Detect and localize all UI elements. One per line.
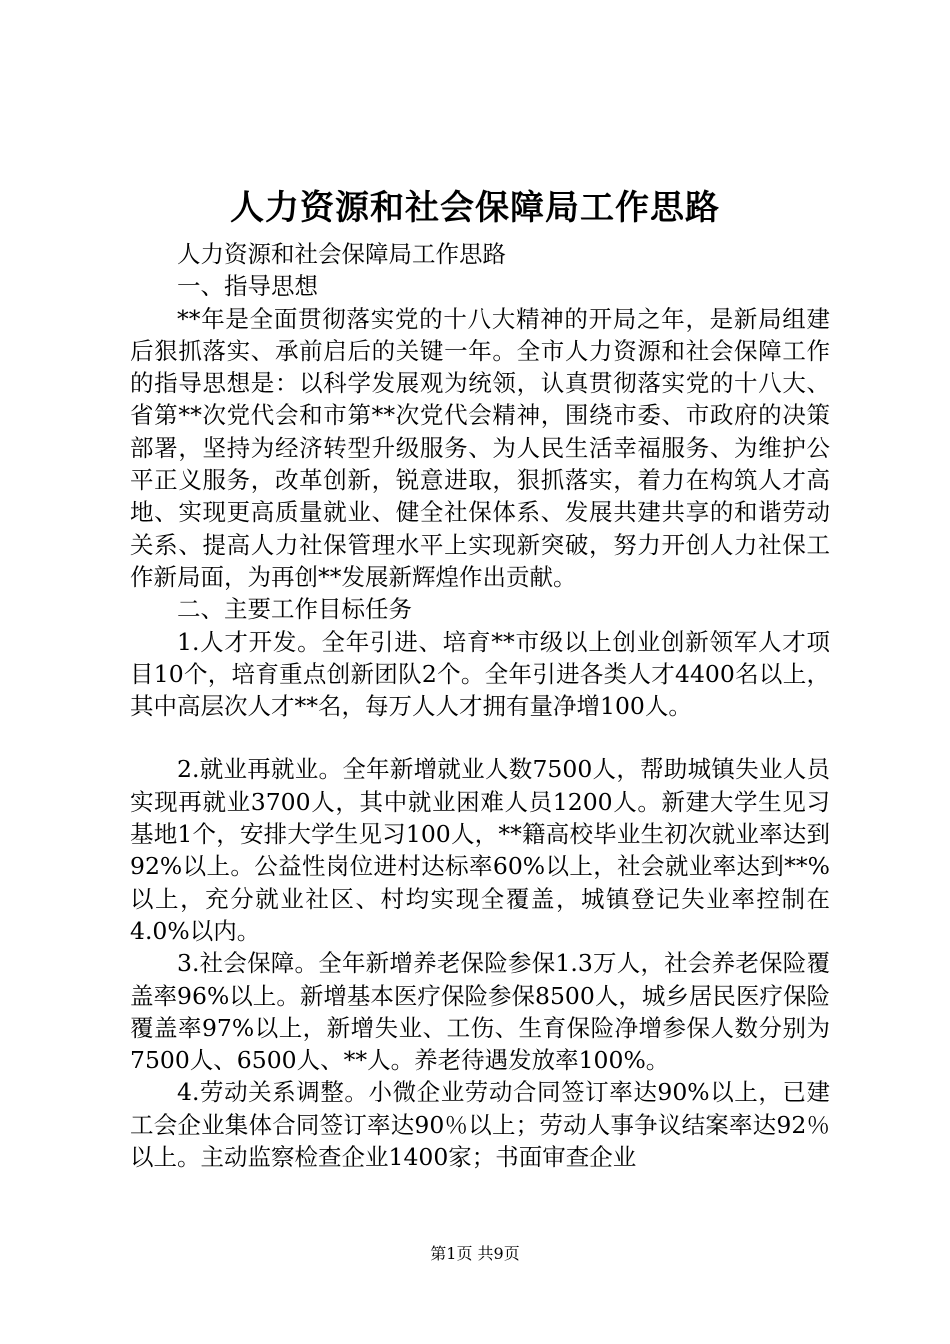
- document-body: [130, 238, 830, 1173]
- page-number-footer: 第1页 共9页: [430, 1244, 520, 1263]
- body-paragraph: 4.劳动关系调整。小微企业劳动合同签订率达90%以上，已建工会企业集体合同签订率达90％以上；劳动人事争议结案率达92％以上。主动监察检查企业1400家；书面审查企业: [130, 1078, 830, 1172]
- document-title: 人力资源和社会保障局工作思路: [230, 188, 720, 228]
- section-heading-guiding-ideology: 一、指导思想: [177, 272, 318, 301]
- subtitle-paragraph: 人力资源和社会保障局工作思路: [177, 240, 506, 268]
- body-paragraph: 1.人才开发。全年引进、培育**市级以上创业创新领军人才项目10个，培育重点创新团队2个。全年引进各类人才4400名以上，其中高层次人才**名，每万人人才拥有量净增100人。: [130, 627, 830, 721]
- body-paragraph: 2.就业再就业。全年新增就业人数7500人，帮助城镇失业人员实现再就业3700人，其中就业困难人员1200人。新建大学生见习基地1个，安排大学生见习100人，**籍高校毕业生初次就业率达到92%以上。公益性岗位进村达标率60%以上，社会就业率达到**%以上，充分就业社区、村均实现全覆盖，城镇登记失业率控制在4.0%以内。: [130, 755, 830, 945]
- body-paragraph: **年是全面贯彻落实党的十八大精神的开局之年，是新局组建后狠抓落实、承前启后的关键一年。全市人力资源和社会保障工作的指导思想是：以科学发展观为统领，认真贯彻落实党的十八大、省第**次党代会和市第**次党代会精神，围绕市委、市政府的决策部署，坚持为经济转型升级服务、为人民生活幸福服务、为维护公平正义服务，改革创新，锐意进取，狠抓落实，着力在构筑人才高地、实现更高质量就业、健全社保体系、发展共建共享的和谐劳动关系、提高人力社保管理水平上实现新突破，努力开创人力社保工作新局面，为再创**发展新辉煌作出贡献。: [130, 304, 830, 591]
- body-paragraph: 3.社会保障。全年新增养老保险参保1.3万人，社会养老保险覆盖率96%以上。新增基本医疗保险参保8500人，城乡居民医疗保险覆盖率97%以上，新增失业、工伤、生育保险净增参保人数分别为7500人、6500人、**人。养老待遇发放率100%。: [130, 949, 830, 1075]
- section-heading-main-targets: 二、主要工作目标任务: [177, 595, 412, 624]
